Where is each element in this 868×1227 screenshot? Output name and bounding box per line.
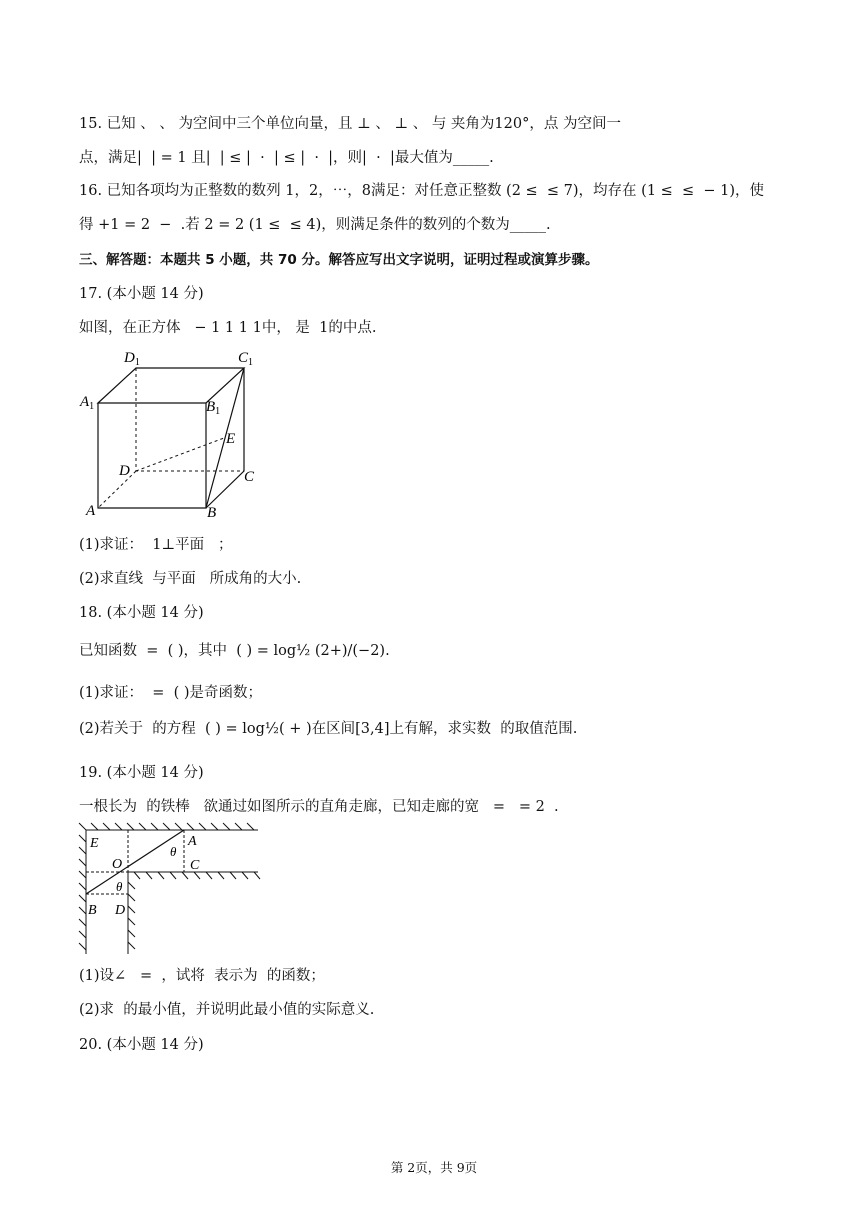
page-footer: 第 2页，共 9页 xyxy=(390,1160,478,1175)
q17-part-1: (1)求证： 1⊥平面 ； xyxy=(79,537,233,553)
cube-label-c1: $C_1$ xyxy=(238,350,254,368)
corridor-label-theta-bottom: θ xyxy=(116,879,123,894)
q18-part-1: (1)求证： = ( )是奇函数； xyxy=(79,685,263,701)
corridor-figure xyxy=(78,822,263,957)
q16-line-2: 得 +1 = 2 − .若 2 = 2 (1 ≤ ≤ 4)，则满足条件的数列的个数为_____. xyxy=(79,217,551,233)
corridor-label-a: A xyxy=(188,834,197,849)
corridor-label-d: D xyxy=(115,903,126,918)
q17-stem: 如图，在正方体 − 1 1 1 1中， 是 1的中点. xyxy=(79,320,377,336)
q15-line-1: 15. 已知 、 、 为空间中三个单位向量，且 ⊥ 、 ⊥ 、 与 夹角为120°，点 为空间一 xyxy=(79,116,621,132)
cube-label-d: D xyxy=(119,463,130,479)
q18-stem: 已知函数 = ( )，其中 ( ) = log½ (2+)/(−2). xyxy=(79,643,390,659)
q17-part-2: (2)求直线 与平面 所成角的大小. xyxy=(79,571,302,587)
q17-heading: 17. (本小题 14 分) xyxy=(79,286,204,302)
q15-line-2: 点，满足| | = 1 且| | ≤ | · | ≤ | · |，则| · |最大值为_____. xyxy=(79,150,494,166)
q19-part-1: (1)设∠ = ，试将 表示为 的函数； xyxy=(79,968,325,984)
cube-label-c: C xyxy=(244,469,255,485)
corridor-label-c: C xyxy=(190,858,200,873)
cube-label-b1: $B_1$ xyxy=(206,399,221,417)
corridor-label-b: B xyxy=(88,903,97,918)
corridor-label-e: E xyxy=(90,836,99,851)
cube-label-a1: $A_1$ xyxy=(80,394,95,412)
q20-heading: 20. (本小题 14 分) xyxy=(79,1037,204,1053)
q19-part-2: (2)求 的最小值，并说明此最小值的实际意义. xyxy=(79,1002,375,1018)
cube-label-d1: $D_1$ xyxy=(124,350,140,368)
q19-heading: 19. (本小题 14 分) xyxy=(79,765,204,781)
cube-figure xyxy=(78,345,268,520)
corridor-label-theta-top: θ xyxy=(170,844,177,859)
q18-heading: 18. (本小题 14 分) xyxy=(79,605,204,621)
cube-label-b: B xyxy=(207,505,217,520)
corridor-label-o: O xyxy=(112,857,123,872)
cube-label-e: E xyxy=(226,431,236,447)
section-3-heading: 三、解答题：本题共 5 小题，共 70 分。解答应写出文字说明，证明过程或演算步骤。 xyxy=(79,252,599,268)
q19-stem: 一根长为 的铁棒 欲通过如图所示的直角走廊，已知走廊的宽 = = 2 . xyxy=(79,799,559,815)
q18-part-2: (2)若关于 的方程 ( ) = log½( + )在区间[3,4]上有解，求实数 的取值范围. xyxy=(79,721,578,737)
cube-label-a: A xyxy=(86,503,96,519)
q16-line-1: 16. 已知各项均为正整数的数列 1，2，⋯，8满足：对任意正整数 (2 ≤ ≤ 7)，均存在 (1 ≤ ≤ − 1)，使 xyxy=(79,183,765,199)
